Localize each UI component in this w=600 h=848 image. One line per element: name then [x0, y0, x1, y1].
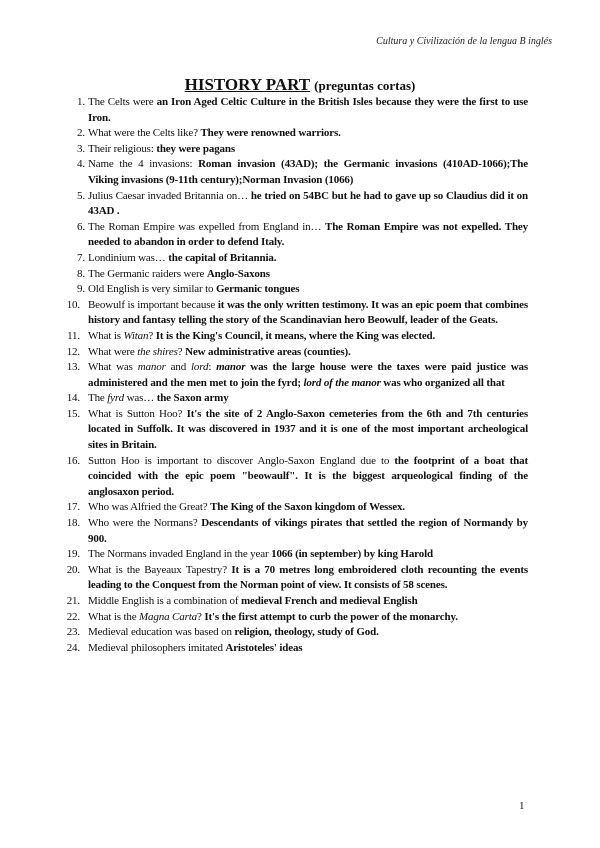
answer-text: 1066 (in september) by king Harold	[271, 548, 433, 561]
question-text: What is the Bayeaux Tapestry?	[88, 563, 232, 576]
question-text: Their religious:	[88, 142, 157, 155]
list-item	[88, 157, 528, 188]
running-header: Cultura y Civilización de la lengua B inglés	[376, 36, 552, 47]
answer-text: they were pagans	[156, 142, 235, 155]
answer-text: Germanic tongues	[215, 283, 300, 296]
list-item	[88, 251, 528, 267]
list-item	[88, 345, 528, 361]
list-item	[88, 407, 528, 454]
answer-text: Aristoteles' ideas	[225, 641, 303, 654]
question-text: Who were the Normans?	[88, 517, 202, 530]
question-text: ?	[177, 345, 186, 358]
answer-text: Anglo-Saxons	[206, 267, 270, 280]
answer-term: manor	[216, 361, 246, 374]
answer-text: religion, theology, study of God.	[234, 626, 379, 639]
question-text: Sutton Hoo is important to discover Anglo-Saxon England due to	[88, 454, 395, 467]
question-text: Middle English is a combination of	[88, 595, 242, 607]
answer-text: an Iron Aged Celtic Culture in the British Isles because they were the first to use Iron.	[88, 96, 528, 124]
question-text: :	[208, 361, 217, 374]
answer-text: the Saxon army	[156, 392, 229, 405]
page-title-block	[0, 75, 600, 95]
question-text: Beowulf is important because	[88, 298, 218, 311]
page-number: 1	[519, 800, 525, 812]
question-text: Medieval education was based on	[88, 626, 235, 639]
page-subtitle: (preguntas cortas)	[314, 78, 416, 93]
question-term: fyrd	[107, 392, 124, 405]
list-item	[88, 267, 528, 283]
list-item	[88, 641, 528, 657]
question-text: Medieval philosophers imitated	[88, 641, 226, 654]
answer-text: It is a 70 metres long embroidered cloth recounting the events leading to the Conquest from the Norman point of view. It consists of 58 scenes.	[88, 563, 528, 592]
list-item	[88, 126, 528, 142]
answer-text: it was the only written testimony. It was an epic poem that combines history and fantasy telling the story of the Scandinavian hero Beowulf, leader of the Geats.	[88, 298, 529, 327]
question-text: What was	[88, 361, 138, 374]
question-text: What is the	[88, 610, 140, 623]
list-item	[88, 360, 528, 391]
list-item	[88, 625, 528, 641]
list-item	[88, 500, 528, 516]
answer-text: Descendants of vikings pirates that settled the region of Normandy by 900.	[88, 517, 528, 545]
answer-text: medieval French and medieval English	[241, 595, 418, 607]
question-text: The Germanic raiders were	[88, 267, 207, 280]
question-text: The Celts were	[88, 96, 157, 108]
list-item	[88, 610, 528, 626]
answer-text: New administrative areas (counties).	[185, 345, 351, 358]
answer-text: was the large house were the taxes were paid justice was administered and the men met to join the fyrd;	[88, 361, 528, 389]
question-term: Witan	[123, 329, 149, 342]
list-item	[88, 563, 528, 594]
answer-term: lord of the manor	[303, 376, 381, 389]
answer-text: It is the King's Council, it means, where the King was elected.	[155, 329, 436, 342]
answer-text: the footprint of a boat that coincided with the epic poem "beowaulf". It is the biggest arqueological finding of the anglosaxon period.	[88, 454, 528, 498]
answer-text: It's the first attempt to curb the power of the monarchy.	[204, 610, 458, 623]
question-text: Who was Alfried the Great?	[88, 501, 211, 514]
answer-text: the capital of Britannia.	[168, 251, 277, 264]
question-text: What were	[88, 345, 138, 358]
question-term: lord	[190, 361, 209, 374]
question-term: Magna Carta	[139, 610, 197, 623]
question-text: The Normans invaded England in the year	[88, 548, 272, 561]
list-item	[88, 142, 528, 158]
question-text: Name the 4 invasions:	[88, 158, 199, 171]
question-text: Old English is very similar to	[88, 283, 216, 296]
question-text: and	[165, 361, 191, 374]
list-item	[88, 329, 528, 345]
answer-text: The Roman Empire was not expelled. They needed to abandon in order to defend Italy.	[88, 220, 528, 249]
answer-text: he tried on 54BC but he had to gave up so Claudius did it on 43AD .	[88, 189, 529, 218]
question-text: What is	[88, 329, 124, 342]
answer-text: It's the site of 2 Anglo-Saxon cemeteries from the 6th and 7th centuries located in Suffolk. It was discovered in 1937 and it is one of the most important archeological sites in Britain.	[88, 407, 528, 452]
question-text: ?	[148, 329, 156, 342]
question-text: The Roman Empire was expelled from England in…	[88, 220, 326, 233]
list-item	[88, 282, 528, 298]
answer-text: was who organized all that	[380, 376, 505, 389]
list-item	[88, 298, 528, 329]
list-item	[88, 594, 528, 610]
list-item	[88, 220, 528, 251]
list-item	[88, 189, 528, 220]
list-item	[88, 454, 528, 501]
question-text: Julius Caesar invaded Britannia on…	[88, 189, 251, 202]
question-list	[88, 95, 528, 656]
question-text: was…	[123, 392, 157, 405]
question-text: The	[88, 392, 108, 405]
question-text: What were the Celts like?	[88, 127, 201, 140]
question-text: ?	[196, 610, 205, 623]
answer-text: They were renowned warriors.	[200, 127, 341, 140]
question-text: Londinium was…	[88, 251, 169, 264]
question-text: What is Sutton Hoo?	[88, 407, 187, 420]
question-term: the shires	[137, 345, 178, 358]
page-title: HISTORY PART	[184, 75, 311, 94]
list-item	[88, 391, 528, 407]
answer-text: The King of the Saxon kingdom of Wessex.	[210, 501, 405, 514]
question-term: manor	[137, 361, 166, 374]
answer-text: Roman invasion (43AD); the Germanic invasions (410AD-1066);The Viking invasions (9-11th century);Norman Invasion (1066)	[88, 158, 528, 186]
list-item	[88, 547, 528, 563]
list-item	[88, 516, 528, 547]
list-item	[88, 95, 528, 126]
